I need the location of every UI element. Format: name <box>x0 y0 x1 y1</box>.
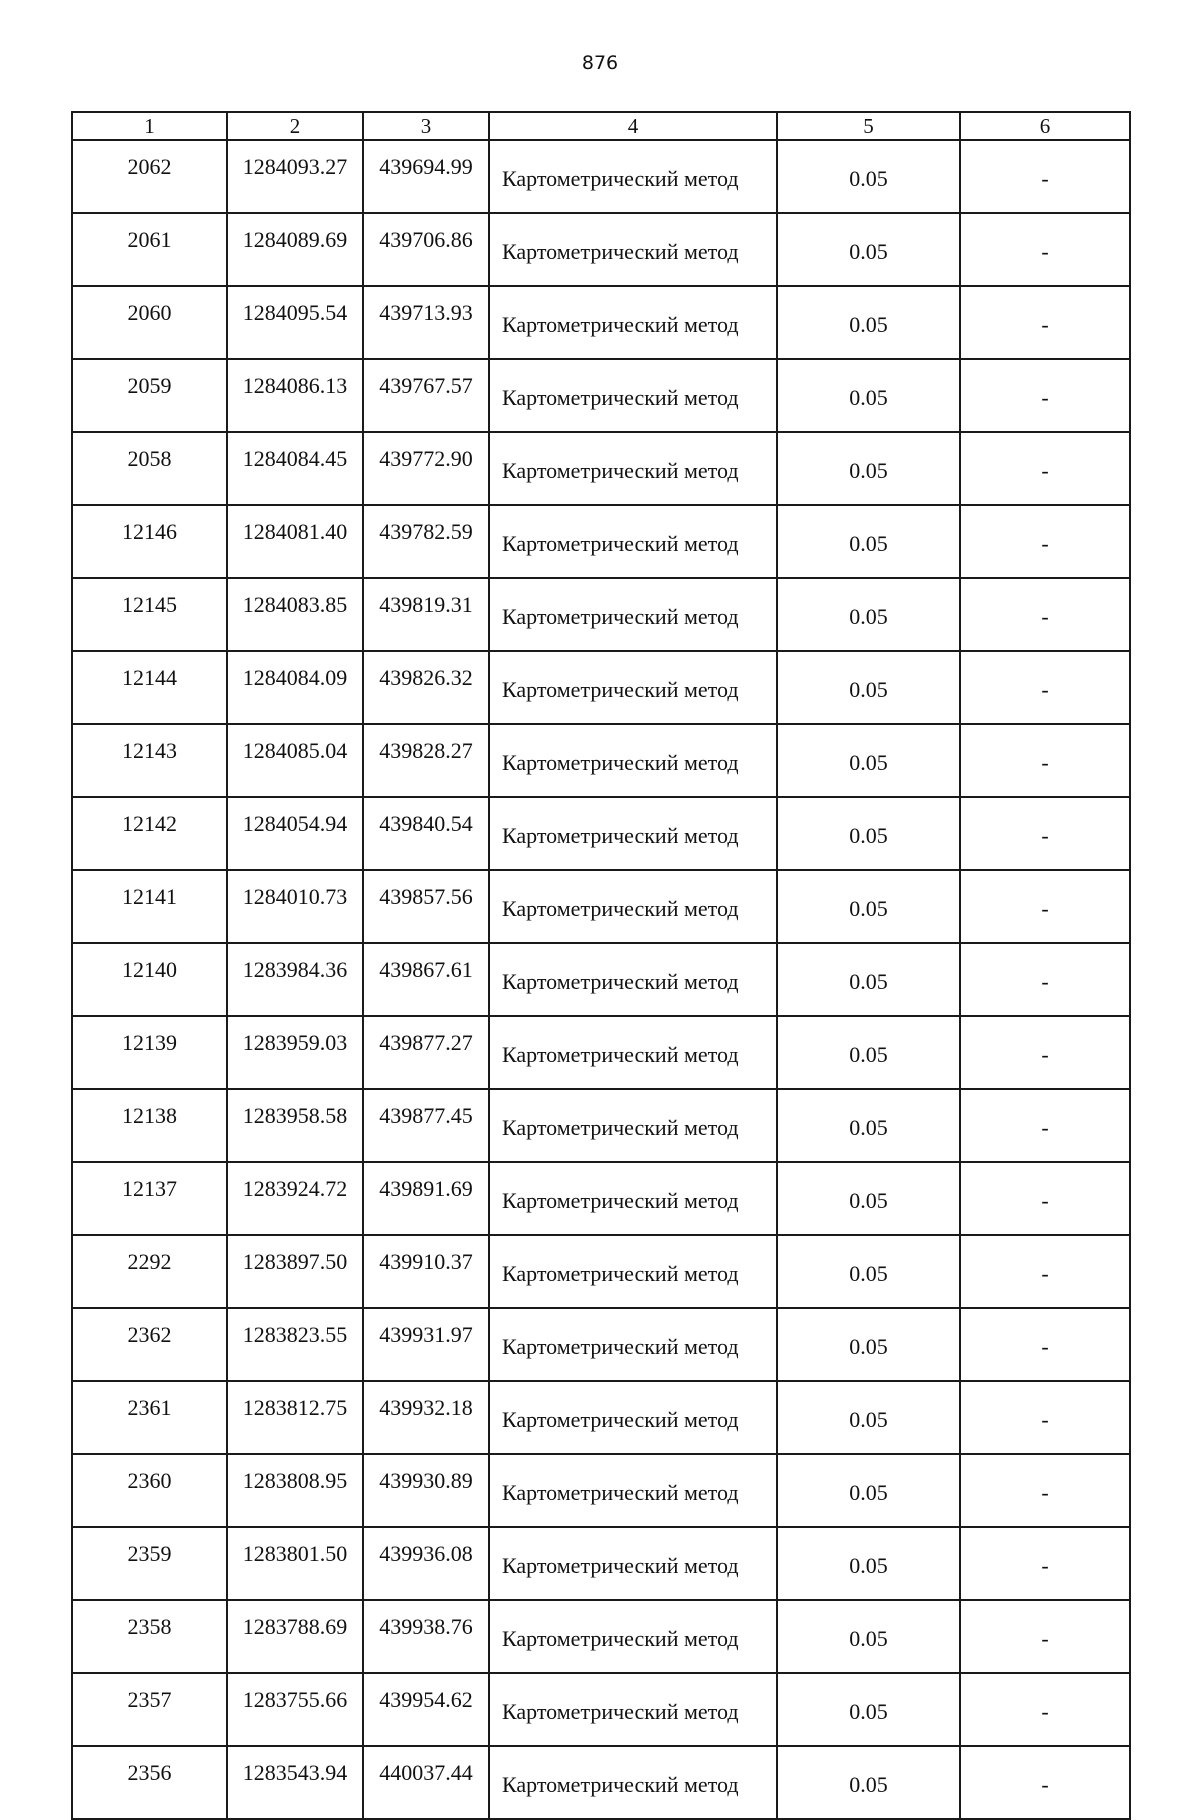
x-coordinate-cell: 1283788.69 <box>227 1600 363 1673</box>
description-cell: - <box>960 797 1130 870</box>
y-coordinate-cell: 439877.45 <box>363 1089 489 1162</box>
table-row <box>72 505 1130 578</box>
column-header-6: 6 <box>960 112 1130 140</box>
accuracy-cell: 0.05 <box>777 797 960 870</box>
table-row <box>72 1162 1130 1235</box>
description-cell: - <box>960 1308 1130 1381</box>
point-number-cell: 2362 <box>72 1308 227 1381</box>
x-coordinate-cell: 1283812.75 <box>227 1381 363 1454</box>
accuracy-cell: 0.05 <box>777 1454 960 1527</box>
table-row <box>72 1527 1130 1600</box>
description-cell: - <box>960 505 1130 578</box>
accuracy-cell: 0.05 <box>777 213 960 286</box>
point-number-cell: 2361 <box>72 1381 227 1454</box>
point-number-cell: 12143 <box>72 724 227 797</box>
x-coordinate-cell: 1284084.45 <box>227 432 363 505</box>
point-number-cell: 2292 <box>72 1235 227 1308</box>
description-cell: - <box>960 1746 1130 1819</box>
x-coordinate-cell: 1283823.55 <box>227 1308 363 1381</box>
x-coordinate-cell: 1284010.73 <box>227 870 363 943</box>
point-number-cell: 2061 <box>72 213 227 286</box>
description-cell: - <box>960 870 1130 943</box>
column-header-4: 4 <box>489 112 777 140</box>
x-coordinate-cell: 1283924.72 <box>227 1162 363 1235</box>
x-coordinate-cell: 1283543.94 <box>227 1746 363 1819</box>
accuracy-cell: 0.05 <box>777 870 960 943</box>
table-row <box>72 286 1130 359</box>
point-number-cell: 2360 <box>72 1454 227 1527</box>
y-coordinate-cell: 439910.37 <box>363 1235 489 1308</box>
table-row <box>72 1235 1130 1308</box>
y-coordinate-cell: 439938.76 <box>363 1600 489 1673</box>
accuracy-cell: 0.05 <box>777 286 960 359</box>
table-row <box>72 943 1130 1016</box>
accuracy-cell: 0.05 <box>777 943 960 1016</box>
method-cell: Картометрический метод <box>489 578 777 651</box>
table-body <box>72 140 1130 1819</box>
accuracy-cell: 0.05 <box>777 1381 960 1454</box>
table-header-row <box>72 112 1130 140</box>
point-number-cell: 12145 <box>72 578 227 651</box>
method-cell: Картометрический метод <box>489 943 777 1016</box>
point-number-cell: 2058 <box>72 432 227 505</box>
table-row <box>72 724 1130 797</box>
accuracy-cell: 0.05 <box>777 1235 960 1308</box>
method-cell: Картометрический метод <box>489 1235 777 1308</box>
description-cell: - <box>960 1454 1130 1527</box>
point-number-cell: 12146 <box>72 505 227 578</box>
method-cell: Картометрический метод <box>489 1454 777 1527</box>
description-cell: - <box>960 1673 1130 1746</box>
description-cell: - <box>960 286 1130 359</box>
description-cell: - <box>960 724 1130 797</box>
accuracy-cell: 0.05 <box>777 359 960 432</box>
x-coordinate-cell: 1283958.58 <box>227 1089 363 1162</box>
point-number-cell: 12141 <box>72 870 227 943</box>
page-number: 876 <box>581 52 619 74</box>
x-coordinate-cell: 1283801.50 <box>227 1527 363 1600</box>
accuracy-cell: 0.05 <box>777 1600 960 1673</box>
point-number-cell: 2356 <box>72 1746 227 1819</box>
method-cell: Картометрический метод <box>489 870 777 943</box>
x-coordinate-cell: 1284054.94 <box>227 797 363 870</box>
table-row <box>72 1673 1130 1746</box>
y-coordinate-cell: 439706.86 <box>363 213 489 286</box>
y-coordinate-cell: 439877.27 <box>363 1016 489 1089</box>
table-row <box>72 1016 1130 1089</box>
table-row <box>72 1308 1130 1381</box>
table-row <box>72 1381 1130 1454</box>
accuracy-cell: 0.05 <box>777 1308 960 1381</box>
accuracy-cell: 0.05 <box>777 432 960 505</box>
accuracy-cell: 0.05 <box>777 1746 960 1819</box>
y-coordinate-cell: 439932.18 <box>363 1381 489 1454</box>
accuracy-cell: 0.05 <box>777 1527 960 1600</box>
method-cell: Картометрический метод <box>489 1600 777 1673</box>
column-header-5: 5 <box>777 112 960 140</box>
method-cell: Картометрический метод <box>489 432 777 505</box>
point-number-cell: 2062 <box>72 140 227 213</box>
x-coordinate-cell: 1283808.95 <box>227 1454 363 1527</box>
x-coordinate-cell: 1284089.69 <box>227 213 363 286</box>
table-row <box>72 797 1130 870</box>
description-cell: - <box>960 1235 1130 1308</box>
method-cell: Картометрический метод <box>489 1673 777 1746</box>
y-coordinate-cell: 439767.57 <box>363 359 489 432</box>
method-cell: Картометрический метод <box>489 797 777 870</box>
y-coordinate-cell: 439931.97 <box>363 1308 489 1381</box>
table-row <box>72 1600 1130 1673</box>
accuracy-cell: 0.05 <box>777 651 960 724</box>
description-cell: - <box>960 1381 1130 1454</box>
method-cell: Картометрический метод <box>489 213 777 286</box>
table-row <box>72 1454 1130 1527</box>
point-number-cell: 12140 <box>72 943 227 1016</box>
x-coordinate-cell: 1284095.54 <box>227 286 363 359</box>
description-cell: - <box>960 943 1130 1016</box>
x-coordinate-cell: 1284081.40 <box>227 505 363 578</box>
y-coordinate-cell: 439840.54 <box>363 797 489 870</box>
method-cell: Картометрический метод <box>489 140 777 213</box>
description-cell: - <box>960 1016 1130 1089</box>
description-cell: - <box>960 1089 1130 1162</box>
column-header-2: 2 <box>227 112 363 140</box>
table-row <box>72 359 1130 432</box>
accuracy-cell: 0.05 <box>777 1089 960 1162</box>
x-coordinate-cell: 1283755.66 <box>227 1673 363 1746</box>
point-number-cell: 2358 <box>72 1600 227 1673</box>
point-number-cell: 2059 <box>72 359 227 432</box>
x-coordinate-cell: 1283959.03 <box>227 1016 363 1089</box>
description-cell: - <box>960 1600 1130 1673</box>
accuracy-cell: 0.05 <box>777 1162 960 1235</box>
method-cell: Картометрический метод <box>489 1162 777 1235</box>
y-coordinate-cell: 439713.93 <box>363 286 489 359</box>
method-cell: Картометрический метод <box>489 724 777 797</box>
x-coordinate-cell: 1283897.50 <box>227 1235 363 1308</box>
table-row <box>72 1089 1130 1162</box>
point-number-cell: 2359 <box>72 1527 227 1600</box>
accuracy-cell: 0.05 <box>777 578 960 651</box>
description-cell: - <box>960 432 1130 505</box>
point-number-cell: 12138 <box>72 1089 227 1162</box>
point-number-cell: 12144 <box>72 651 227 724</box>
method-cell: Картометрический метод <box>489 1381 777 1454</box>
description-cell: - <box>960 1162 1130 1235</box>
table-row <box>72 432 1130 505</box>
method-cell: Картометрический метод <box>489 1089 777 1162</box>
point-number-cell: 12137 <box>72 1162 227 1235</box>
accuracy-cell: 0.05 <box>777 724 960 797</box>
table-row <box>72 578 1130 651</box>
point-number-cell: 2060 <box>72 286 227 359</box>
table-row <box>72 651 1130 724</box>
x-coordinate-cell: 1283984.36 <box>227 943 363 1016</box>
accuracy-cell: 0.05 <box>777 1673 960 1746</box>
point-number-cell: 12142 <box>72 797 227 870</box>
y-coordinate-cell: 439828.27 <box>363 724 489 797</box>
method-cell: Картометрический метод <box>489 505 777 578</box>
table-row <box>72 870 1130 943</box>
method-cell: Картометрический метод <box>489 1016 777 1089</box>
y-coordinate-cell: 439857.56 <box>363 870 489 943</box>
column-header-1: 1 <box>72 112 227 140</box>
method-cell: Картометрический метод <box>489 1527 777 1600</box>
description-cell: - <box>960 140 1130 213</box>
x-coordinate-cell: 1284093.27 <box>227 140 363 213</box>
y-coordinate-cell: 439891.69 <box>363 1162 489 1235</box>
x-coordinate-cell: 1284086.13 <box>227 359 363 432</box>
y-coordinate-cell: 439867.61 <box>363 943 489 1016</box>
y-coordinate-cell: 439694.99 <box>363 140 489 213</box>
coordinates-table <box>71 111 1131 1820</box>
method-cell: Картометрический метод <box>489 286 777 359</box>
y-coordinate-cell: 439772.90 <box>363 432 489 505</box>
x-coordinate-cell: 1284084.09 <box>227 651 363 724</box>
y-coordinate-cell: 439826.32 <box>363 651 489 724</box>
table-row <box>72 1746 1130 1819</box>
description-cell: - <box>960 359 1130 432</box>
y-coordinate-cell: 439819.31 <box>363 578 489 651</box>
column-header-3: 3 <box>363 112 489 140</box>
accuracy-cell: 0.05 <box>777 1016 960 1089</box>
y-coordinate-cell: 439782.59 <box>363 505 489 578</box>
method-cell: Картометрический метод <box>489 651 777 724</box>
point-number-cell: 12139 <box>72 1016 227 1089</box>
method-cell: Картометрический метод <box>489 1746 777 1819</box>
y-coordinate-cell: 439954.62 <box>363 1673 489 1746</box>
y-coordinate-cell: 439936.08 <box>363 1527 489 1600</box>
accuracy-cell: 0.05 <box>777 140 960 213</box>
y-coordinate-cell: 440037.44 <box>363 1746 489 1819</box>
point-number-cell: 2357 <box>72 1673 227 1746</box>
description-cell: - <box>960 1527 1130 1600</box>
x-coordinate-cell: 1284083.85 <box>227 578 363 651</box>
description-cell: - <box>960 213 1130 286</box>
y-coordinate-cell: 439930.89 <box>363 1454 489 1527</box>
method-cell: Картометрический метод <box>489 1308 777 1381</box>
description-cell: - <box>960 651 1130 724</box>
accuracy-cell: 0.05 <box>777 505 960 578</box>
method-cell: Картометрический метод <box>489 359 777 432</box>
table-row <box>72 140 1130 213</box>
x-coordinate-cell: 1284085.04 <box>227 724 363 797</box>
table-row <box>72 213 1130 286</box>
description-cell: - <box>960 578 1130 651</box>
